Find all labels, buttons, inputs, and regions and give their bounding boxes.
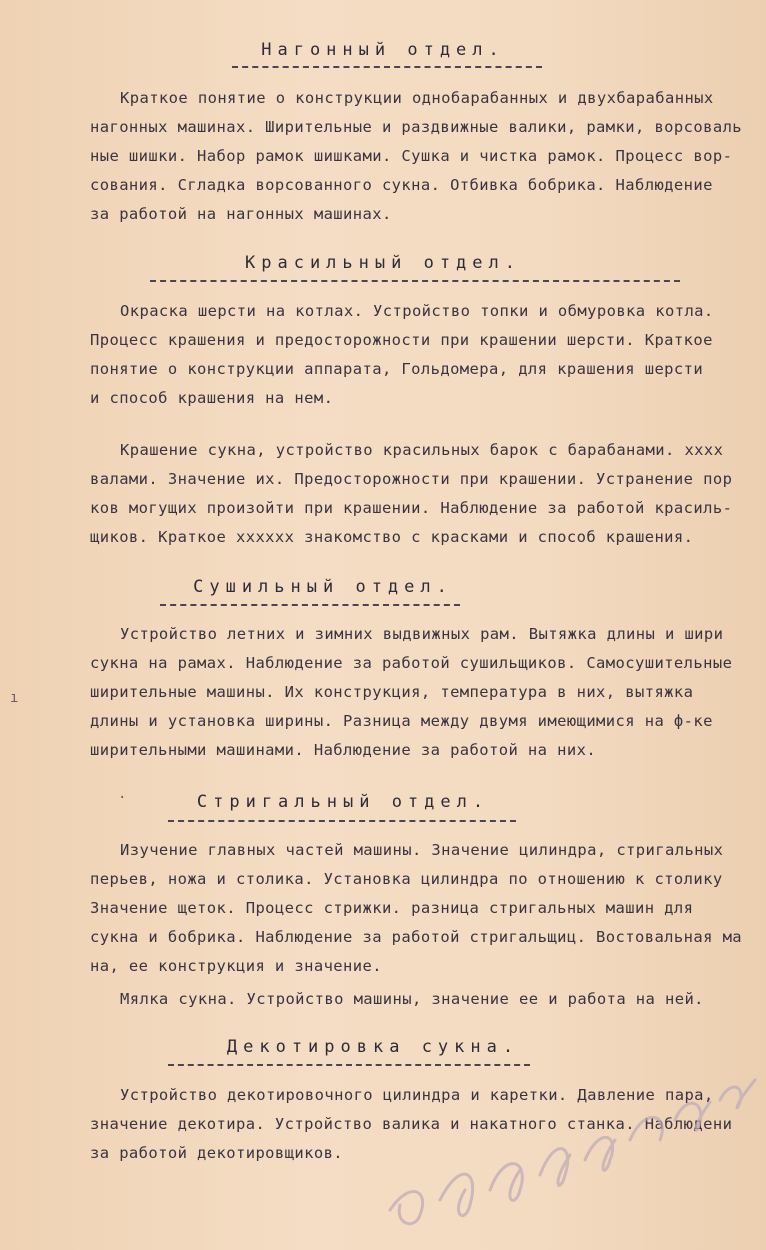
paragraph (90, 494, 762, 523)
text-line: ширительными машинами. Наблюдение за работой на них. (90, 741, 597, 759)
paragraph (90, 171, 762, 200)
text-line: ков могущих произойти при крашении. Наблюдение за работой красиль- (90, 499, 733, 517)
paragraph (90, 678, 762, 707)
paragraph (90, 923, 762, 952)
paragraph (90, 200, 762, 229)
paragraph (90, 894, 762, 923)
paragraph (120, 436, 766, 465)
text-line: понятие о конструкции аппарата, Гольдомера, для крашения шерсти (90, 360, 704, 378)
text-line: на, ее конструкция и значение. (90, 957, 382, 975)
text-line: Краткое понятие о конструкции однобарабанных и двухбарабанных (120, 89, 714, 107)
paragraph (90, 1110, 762, 1139)
text-line: валами. Значение их. Предосторожности при крашении. Устранение пор (90, 470, 733, 488)
paragraph (120, 297, 766, 326)
text-line: щиков. Краткое хххххх знакомство с красками и способ крашения. (90, 528, 694, 546)
heading-underline (232, 66, 542, 68)
paragraph (90, 326, 762, 355)
paragraph (90, 113, 762, 142)
text-line: и способ крашения на нем. (90, 389, 334, 407)
paragraph (90, 952, 762, 981)
heading-underline (168, 820, 516, 822)
text-line: Значение щеток. Процесс стрижки. разница стригальных машин для (90, 899, 694, 917)
paragraph (90, 707, 762, 736)
margin-mark: ı (10, 690, 19, 706)
text-line: Устройство декотировочного цилиндра и каретки. Давление пара, (120, 1086, 714, 1104)
text-line: значение декотира. Устройство валика и накатного станка. Наблюдени (90, 1115, 733, 1133)
text-line: Крашение сукна, устройство красильных барок с барабанами. хххх (120, 441, 724, 459)
heading-dekotirovka: Декотировка сукна. (226, 1037, 520, 1057)
paragraph (90, 384, 762, 413)
paragraph (90, 736, 762, 765)
paragraph (90, 649, 762, 678)
text-line: за работой на нагонных машинах. (90, 205, 392, 223)
margin-mark: · (118, 790, 127, 806)
paragraph (90, 865, 762, 894)
text-line: Мялка сукна. Устройство машины, значение ее и работа на ней. (120, 990, 704, 1008)
text-line: Устройство летних и зимних выдвижных рам. Вытяжка длины и шири (120, 625, 724, 643)
heading-krasilny: Красильный отдел. (245, 253, 521, 273)
text-line: Изучение главных частей машины. Значение цилиндра, стригальных (120, 841, 724, 859)
heading-nagonny: Нагонный отдел. (261, 40, 505, 60)
paragraph (90, 142, 762, 171)
paragraph (90, 1139, 762, 1168)
text-line: длины и установка ширины. Разница между двумя имеющимися на ф-ке (90, 712, 713, 730)
paragraph (120, 620, 766, 649)
text-line: сукна на рамах. Наблюдение за работой сушильщиков. Самосушительные (90, 654, 733, 672)
paragraph (90, 355, 762, 384)
text-line: сования. Сгладка ворсованного сукна. Отбивка бобрика. Наблюдение (90, 176, 713, 194)
paragraph (120, 836, 766, 865)
heading-underline (150, 280, 680, 282)
paragraph (120, 1081, 766, 1110)
heading-sushilny: Сушильный отдел. (193, 577, 453, 597)
heading-underline (168, 1064, 530, 1066)
text-line: ширительные машины. Их конструкция, температура в них, вытяжка (90, 683, 694, 701)
text-line: Процесс крашения и предосторожности при крашении шерсти. Краткое (90, 331, 713, 349)
text-line: ные шишки. Набор рамок шишками. Сушка и чистка рамок. Процесс вор- (90, 147, 733, 165)
paragraph (120, 985, 766, 1014)
text-line: Окраска шерсти на котлах. Устройство топки и обмуровка котла. (120, 302, 714, 320)
paragraph (120, 84, 766, 113)
text-line: за работой декотировщиков. (90, 1144, 344, 1162)
paragraph (90, 523, 762, 552)
paragraph (90, 465, 762, 494)
heading-strigalny: Стригальный отдел. (196, 792, 490, 812)
heading-underline (160, 604, 460, 606)
text-line: нагонных машинах. Ширительные и раздвижные валики, рамки, ворсоваль (90, 118, 743, 136)
text-line: перьев, ножа и столика. Установка цилиндра по отношению к столику (90, 870, 723, 888)
text-line: сукна и бобрика. Наблюдение за работой стригальщиц. Востовальная ма (90, 928, 743, 946)
